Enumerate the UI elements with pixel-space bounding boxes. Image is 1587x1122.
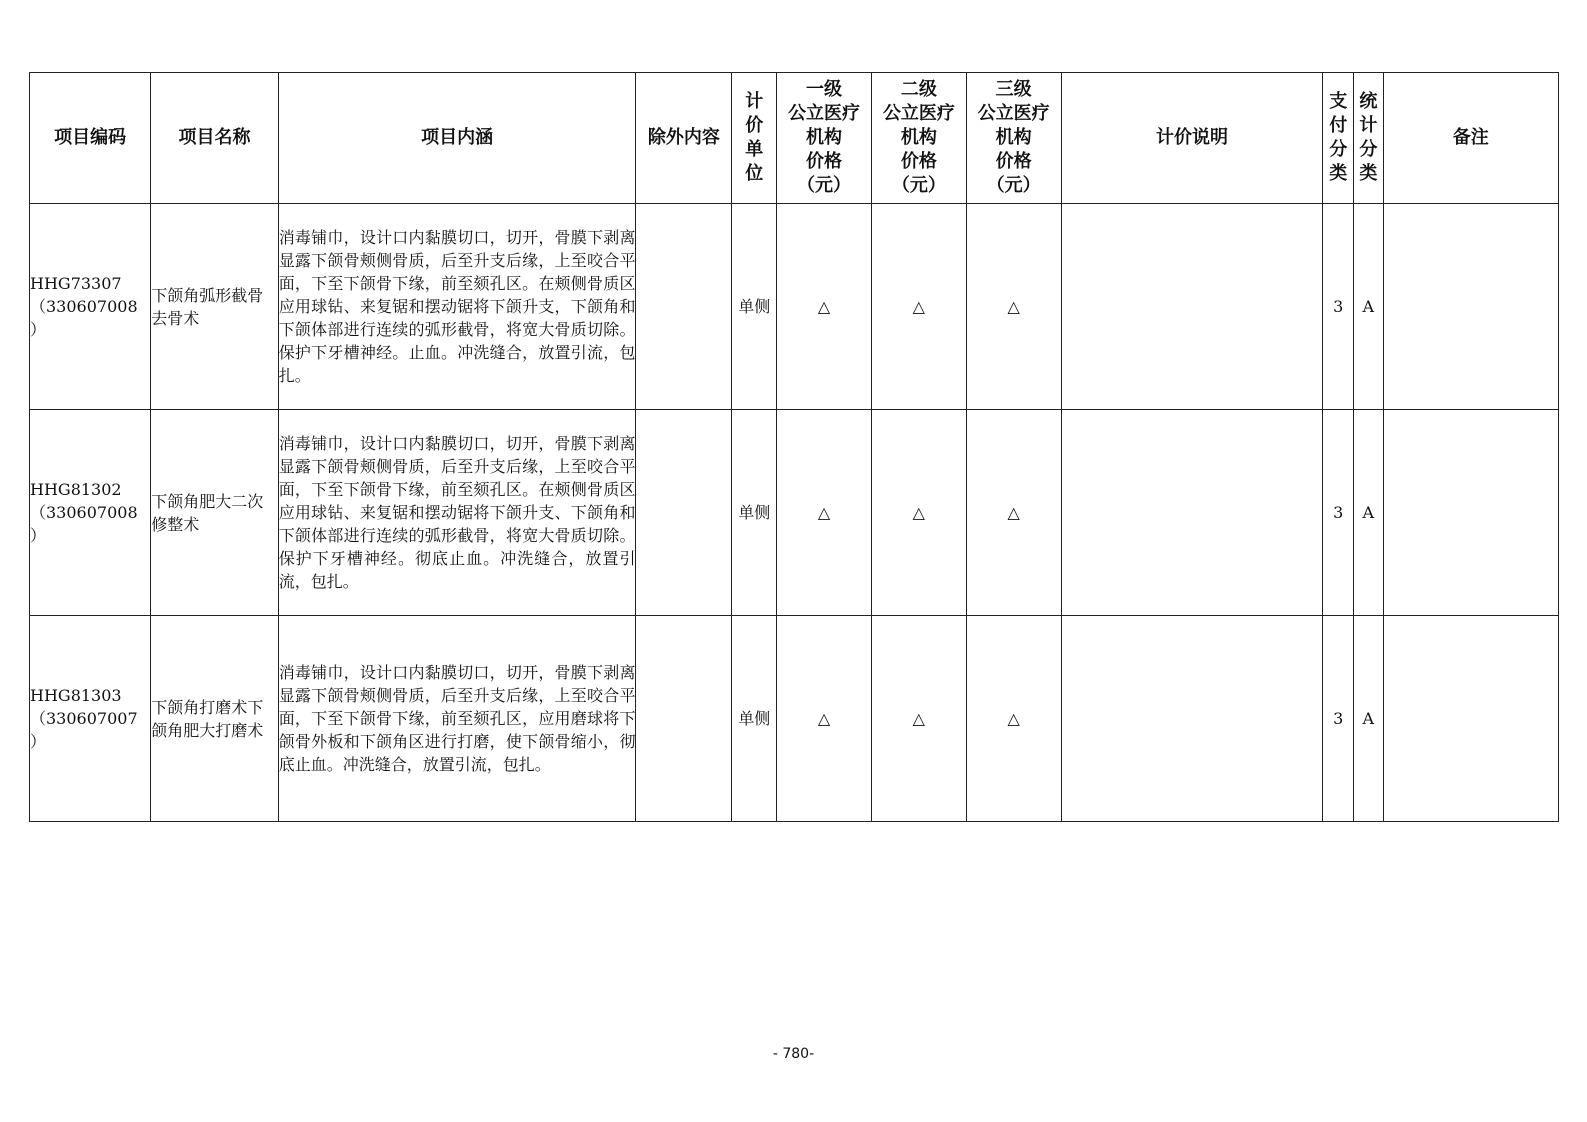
header-price-level1: 一级 公立医疗 机构 价格 （元） — [777, 73, 872, 204]
header-remark: 备注 — [1383, 73, 1558, 204]
cell-remark — [1383, 616, 1558, 822]
cell-code: HHG81303 （330607007 ） — [30, 616, 151, 822]
cell-price-level1: △ — [777, 616, 872, 822]
table-row — [30, 410, 1559, 616]
cell-pricing-note — [1061, 410, 1323, 616]
header-name: 项目名称 — [151, 73, 278, 204]
cell-pricing-note — [1061, 204, 1323, 410]
table-row — [30, 616, 1559, 822]
cell-stat-class: A — [1354, 410, 1384, 616]
cell-exclusion — [636, 410, 732, 616]
cell-content: 消毒铺巾，设计口内黏膜切口，切开，骨膜下剥离显露下颌骨颊侧骨质，后至升支后缘，上至咬合平面，下至下颌骨下缘，前至颏孔区。在颊侧骨质区应用球钻、来复锯和摆动锯将下颌升支、下颌角和下颌体部进行连续的弧形截骨，将宽大骨质切除。保护下牙槽神经。彻底止血。冲洗缝合，放置引流，包扎。 — [278, 410, 636, 616]
cell-payment-class: 3 — [1323, 204, 1354, 410]
cell-unit: 单侧 — [732, 204, 777, 410]
cell-payment-class: 3 — [1323, 410, 1354, 616]
header-price-level2: 二级 公立医疗 机构 价格 （元） — [871, 73, 966, 204]
cell-content: 消毒铺巾，设计口内黏膜切口，切开，骨膜下剥离显露下颌骨颊侧骨质，后至升支后缘，上至咬合平面，下至下颌骨下缘，前至颏孔区。在颊侧骨质区应用球钻、来复锯和摆动锯将下颌升支，下颌角和下颌体部进行连续的弧形截骨，将宽大骨质切除。保护下牙槽神经。止血。冲洗缝合，放置引流，包扎。 — [278, 204, 636, 410]
fee-table — [29, 72, 1559, 822]
cell-code: HHG73307 （330607008 ） — [30, 204, 151, 410]
header-exclusion: 除外内容 — [636, 73, 732, 204]
cell-payment-class: 3 — [1323, 616, 1354, 822]
cell-name: 下颌角打磨术下颌角肥大打磨术 — [151, 616, 278, 822]
cell-price-level3: △ — [966, 410, 1061, 616]
header-code: 项目编码 — [30, 73, 151, 204]
cell-unit: 单侧 — [732, 616, 777, 822]
header-content: 项目内涵 — [278, 73, 636, 204]
cell-price-level3: △ — [966, 204, 1061, 410]
cell-stat-class: A — [1354, 204, 1384, 410]
header-unit: 计 价 单 位 — [732, 73, 777, 204]
cell-stat-class: A — [1354, 616, 1384, 822]
cell-price-level3: △ — [966, 616, 1061, 822]
cell-price-level2: △ — [871, 410, 966, 616]
cell-price-level2: △ — [871, 616, 966, 822]
header-payment-class: 支 付 分 类 — [1323, 73, 1354, 204]
cell-code: HHG81302 （330607008 ） — [30, 410, 151, 616]
cell-name: 下颌角肥大二次修整术 — [151, 410, 278, 616]
header-pricing-note: 计价说明 — [1061, 73, 1323, 204]
cell-content: 消毒铺巾，设计口内黏膜切口，切开，骨膜下剥离显露下颌骨颊侧骨质，后至升支后缘，上至咬合平面，下至下颌骨下缘，前至颏孔区，应用磨球将下颌骨外板和下颌角区进行打磨，使下颌骨缩小，彻底止血。冲洗缝合，放置引流，包扎。 — [278, 616, 636, 822]
cell-exclusion — [636, 616, 732, 822]
cell-name: 下颌角弧形截骨去骨术 — [151, 204, 278, 410]
table-row — [30, 204, 1559, 410]
cell-price-level2: △ — [871, 204, 966, 410]
cell-price-level1: △ — [777, 410, 872, 616]
cell-remark — [1383, 410, 1558, 616]
header-price-level3: 三级 公立医疗 机构 价格 （元） — [966, 73, 1061, 204]
table-header-row — [30, 73, 1559, 204]
cell-pricing-note — [1061, 616, 1323, 822]
cell-remark — [1383, 204, 1558, 410]
cell-exclusion — [636, 204, 732, 410]
page-number: - 780- — [772, 1046, 815, 1062]
cell-price-level1: △ — [777, 204, 872, 410]
header-stat-class: 统 计 分 类 — [1354, 73, 1384, 204]
cell-unit: 单侧 — [732, 410, 777, 616]
